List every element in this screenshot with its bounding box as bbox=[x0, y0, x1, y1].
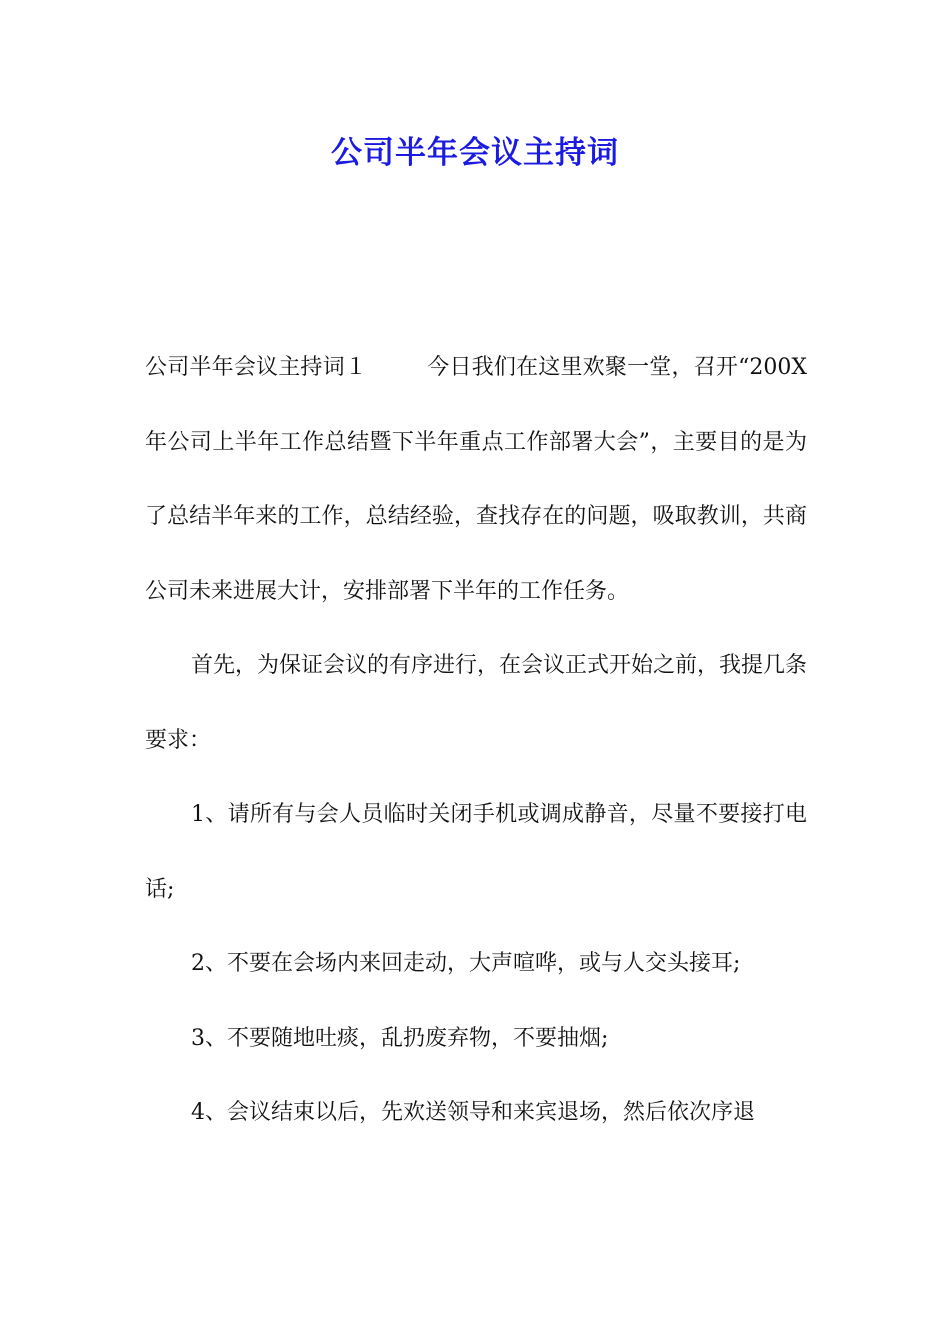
list-item-4: 4、会议结束以后，先欢送领导和来宾退场，然后依次序退 bbox=[191, 1100, 755, 1125]
document-title: 公司半年会议主持词 bbox=[331, 135, 619, 171]
list-item-2: 2、不要在会场内来回走动，大声喧哗，或与人交头接耳; bbox=[191, 951, 741, 976]
paragraph-text: 今日我们在这里欢聚一堂，召开“200X年公司上半年工作总结暨下半年重点工作部署大会”，主要目的是为了总结半年来的工作，总结经验，查找存在的问题，吸取教训，共商公司未来进展大计，安排部署下半年的工作任务。 bbox=[145, 355, 807, 604]
paragraph-heading: 公司半年会议主持词１ bbox=[145, 355, 368, 380]
document-body bbox=[145, 331, 807, 1151]
paragraph-opening bbox=[145, 331, 807, 629]
list-item-1: 1、请所有与会人员临时关闭手机或调成静音，尽量不要接打电话; bbox=[145, 802, 807, 902]
list-item-3: 3、不要随地吐痰，乱扔废弃物，不要抽烟; bbox=[191, 1025, 609, 1051]
paragraph-requirements-intro: 首先，为保证会议的有序进行，在会议正式开始之前，我提几条要求： bbox=[145, 653, 808, 753]
